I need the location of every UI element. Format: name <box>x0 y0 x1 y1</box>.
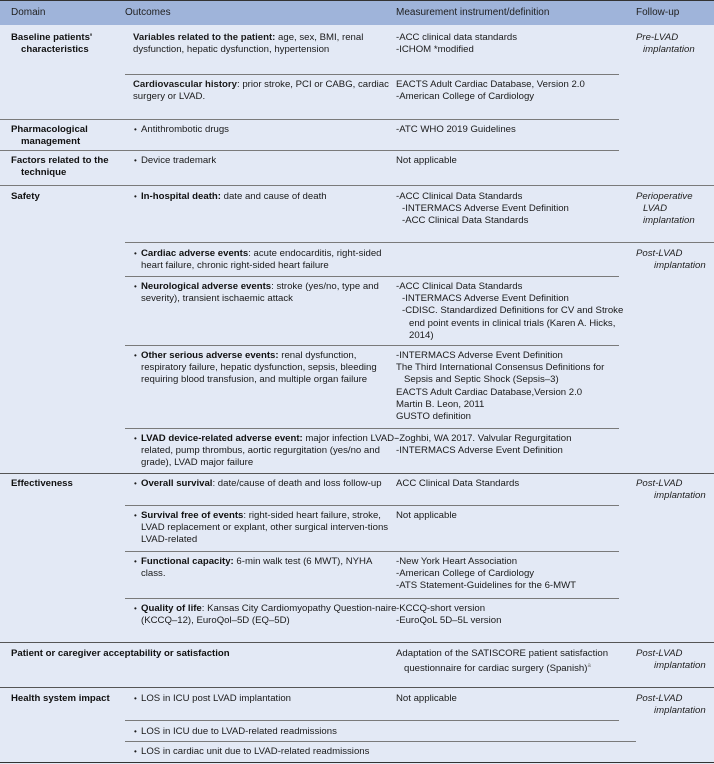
measurement-line: -Zoghbi, WA 2017. Valvular Regurgitation <box>396 433 572 444</box>
measurement-cell: Not applicable <box>396 155 457 166</box>
divider <box>125 551 619 552</box>
outcome-item <box>125 556 391 580</box>
followup-line: implantation <box>654 490 706 502</box>
measurement-line: Sepsis and Septic Shock (Sepsis–3) <box>404 374 559 386</box>
divider <box>0 687 714 688</box>
domain-effectiveness: Effectiveness <box>11 478 73 489</box>
domain-technique: Factors related to the technique <box>11 155 109 179</box>
measurement-line: 2014) <box>409 329 434 341</box>
header-outcomes: Outcomes <box>125 7 171 18</box>
footnote-mark: a <box>587 663 591 670</box>
outcome-bold: Variables related to the patient: <box>133 32 276 43</box>
measurement-line: -ACC Clinical Data Standards <box>402 215 529 227</box>
measurement-line: -INTERMACS Adverse Event Definition <box>402 293 569 305</box>
measurement-cell: ACC Clinical Data Standards <box>396 478 520 489</box>
followup-line: Post-LVAD <box>636 248 683 259</box>
outcome-item <box>125 248 399 272</box>
measurement-cell: Not applicable <box>396 693 457 704</box>
measurement-cell <box>396 603 626 627</box>
followup-effectiveness <box>636 478 706 502</box>
outcome-bold: Functional capacity: <box>141 556 234 567</box>
outcome-bold: Survival free of events <box>141 510 244 521</box>
divider <box>125 74 619 75</box>
outcome-item <box>125 350 399 387</box>
header-measurement: Measurement instrument/definition <box>396 7 550 18</box>
followup-line: Post-LVAD <box>636 478 683 489</box>
measurement-line: end point events in clinical trials (Karen A. Hicks, <box>409 317 616 329</box>
outcome-bold: Cardiovascular history <box>133 79 237 90</box>
domain-health-system: Health system impact <box>11 693 110 704</box>
outcome-text: major infection LVAD-related, pump thrombus, aortic regurgitation (yes/no and grade), LVAD major failure <box>141 433 398 469</box>
followup-line: Pre-LVAD <box>636 32 679 43</box>
outcome-item <box>125 32 393 56</box>
domain-baseline: Baseline patients' characteristics <box>11 32 93 56</box>
divider <box>125 598 619 599</box>
header-domain: Domain <box>11 7 46 18</box>
divider <box>0 150 619 151</box>
divider <box>125 741 636 742</box>
outcome-item: • Antithrombotic drugs <box>125 124 391 136</box>
outcome-text: renal dysfunction, respiratory failure, hepatic dysfunction, sepsis, bleeding requiring blood transfusion, and multiple organ failure <box>141 350 377 386</box>
outcome-text: : Kansas City Cardiomyopathy Question-naire (KCCQ–12), EuroQol–5D (EQ–5D) <box>141 603 397 627</box>
followup-line: implantation <box>643 215 695 227</box>
measurement-line: EACTS Adult Cardiac Database,Version 2.0 <box>396 386 583 398</box>
measurement-cell <box>396 191 626 228</box>
measurement-line: EACTS Adult Cardiac Database, Version 2.0 <box>396 79 585 90</box>
measurement-cell <box>396 32 626 56</box>
divider <box>0 119 619 120</box>
header-followup: Follow-up <box>636 7 680 18</box>
domain-safety: Safety <box>11 191 40 202</box>
measurement-line: -ICHOM *modified <box>396 44 474 56</box>
measurement-line: The Third International Consensus Definitions for <box>396 362 605 374</box>
divider <box>125 345 619 346</box>
outcome-item: • LOS in cardiac unit due to LVAD-related readmissions <box>125 746 441 758</box>
divider <box>125 505 619 506</box>
followup-line: implantation <box>643 44 695 56</box>
measurement-cell: Not applicable <box>396 510 457 521</box>
outcome-item <box>125 603 403 627</box>
outcome-item: • LOS in ICU post LVAD implantation <box>125 693 401 705</box>
measurement-line: -New York Heart Association <box>396 556 518 567</box>
followup-safety-perioperative <box>636 191 695 228</box>
measurement-cell: -ATC WHO 2019 Guidelines <box>396 124 516 135</box>
outcome-text: date and cause of death <box>220 191 327 202</box>
measurement-line: -INTERMACS Adverse Event Definition <box>396 445 563 457</box>
followup-line: Post-LVAD <box>636 693 683 704</box>
outcome-item: • Device trademark <box>125 155 391 167</box>
measurement-line: -EuroQoL 5D–5L version <box>396 615 502 627</box>
outcome-text: age, sex, BMI, renal dysfunction, hepatic dysfunction, hypertension <box>133 32 364 56</box>
outcome-bold: Cardiac adverse events <box>141 248 249 259</box>
divider <box>0 642 714 643</box>
outcome-item <box>125 478 391 490</box>
measurement-cell <box>396 79 626 103</box>
divider <box>0 185 714 186</box>
measurement-line: -American College of Cardiology <box>396 91 535 103</box>
followup-health <box>636 693 706 717</box>
measurement-line: -American College of Cardiology <box>396 568 535 580</box>
outcome-item <box>125 433 399 470</box>
measurement-cell <box>396 350 626 423</box>
divider <box>125 428 619 429</box>
measurement-line: -ACC Clinical Data Standards <box>396 191 523 202</box>
table-bottom-rule <box>0 762 714 763</box>
measurement-line: -CDISC. Standardized Definitions for CV and Stroke <box>402 305 624 317</box>
outcome-text: : stroke (yes/no, type and severity), transient ischaemic attack <box>141 281 379 305</box>
table-header <box>0 0 714 25</box>
outcome-item: • LOS in ICU due to LVAD-related readmissions <box>125 726 441 738</box>
outcome-bold: Overall survival <box>141 478 213 489</box>
followup-line: implantation <box>654 260 706 272</box>
outcome-text: : date/cause of death and loss follow-up <box>212 478 382 489</box>
outcome-text: : prior stroke, PCI or CABG, cardiac surgery or LVAD. <box>133 79 389 103</box>
outcome-bold: In-hospital death: <box>141 191 221 202</box>
outcome-text: : right-sided heart failure, stroke, LVAD replacement or explant, other surgical interven-tions LVAD-related <box>141 510 389 546</box>
followup-safety-post <box>636 248 706 272</box>
domain-pharmacological: Pharmacological management <box>11 124 88 148</box>
outcome-item <box>125 281 399 305</box>
followup-baseline <box>636 32 695 56</box>
measurement-line: GUSTO definition <box>396 411 472 423</box>
outcome-bold: Other serious adverse events: <box>141 350 279 361</box>
outcome-item <box>125 79 398 103</box>
followup-line: implantation <box>654 705 706 717</box>
followup-satisfaction <box>636 648 706 672</box>
followup-line: implantation <box>654 660 706 672</box>
measurement-line: -ACC clinical data standards <box>396 32 518 43</box>
outcome-bold: LVAD device-related adverse event: <box>141 433 303 444</box>
outcome-item <box>125 510 403 547</box>
outcome-text: : acute endocarditis, right-sided heart failure, chronic right-sided heart failure <box>141 248 382 272</box>
followup-line: Post-LVAD <box>636 648 683 659</box>
divider <box>125 720 619 721</box>
measurement-text: questionnaire for cardiac surgery (Spanish) <box>404 663 588 675</box>
measurement-line: Martin B. Leon, 2011 <box>396 398 485 410</box>
measurement-line: -INTERMACS Adverse Event Definition <box>402 203 569 215</box>
followup-line: LVAD <box>643 203 668 215</box>
divider <box>125 276 619 277</box>
measurement-line: -KCCQ-short version <box>396 603 486 614</box>
measurement-cell <box>396 281 626 342</box>
measurement-cell <box>396 556 626 593</box>
outcome-item <box>125 191 399 203</box>
outcome-bold: Quality of life <box>141 603 202 614</box>
outcome-text: 6-min walk test (6 MWT), NYHA class. <box>141 556 372 580</box>
measurement-cell <box>396 433 626 457</box>
measurement-line <box>396 660 631 675</box>
divider <box>0 473 714 474</box>
domain-satisfaction: Patient or caregiver acceptability or satisfaction <box>11 648 230 659</box>
measurement-line: -ATS Statement-Guidelines for the 6-MWT <box>396 580 577 592</box>
divider <box>125 242 714 243</box>
measurement-line: -INTERMACS Adverse Event Definition <box>396 350 563 361</box>
measurement-line: -ACC Clinical Data Standards <box>396 281 523 292</box>
outcome-bold: Neurological adverse events <box>141 281 272 292</box>
followup-line: Perioperative <box>636 191 693 202</box>
measurement-cell <box>396 648 631 676</box>
measurement-line: Adaptation of the SATISCORE patient satisfaction <box>396 648 609 659</box>
